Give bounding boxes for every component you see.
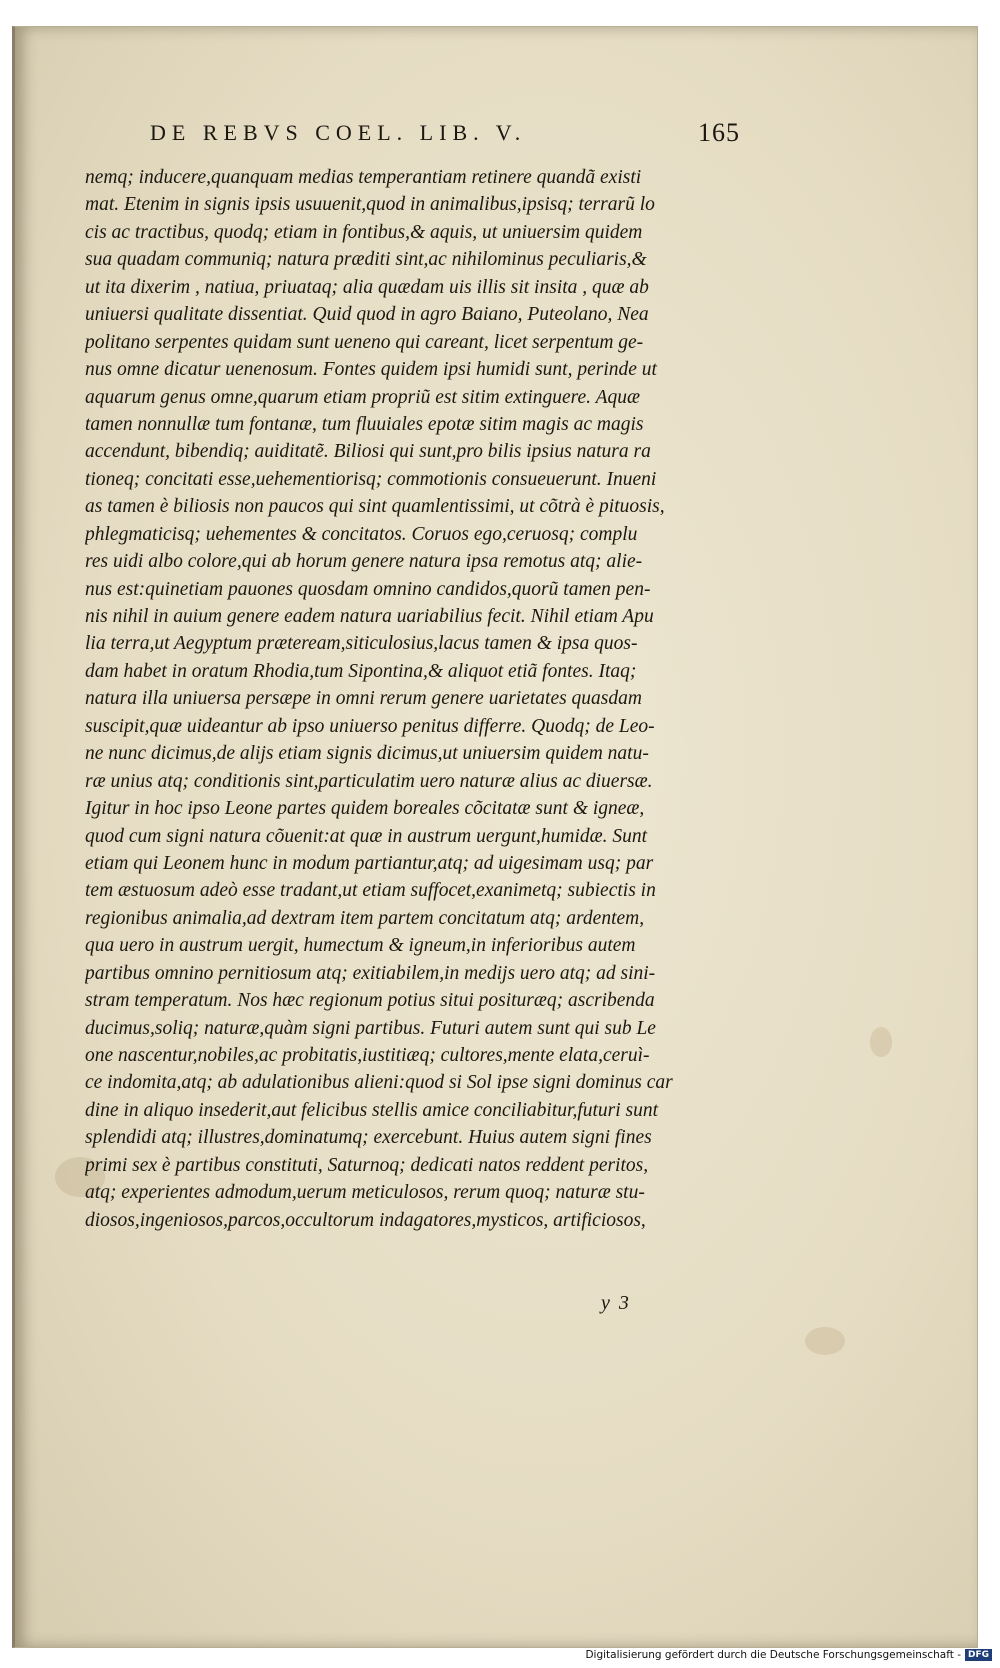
text-line: primi sex è partibus constituti, Saturnoq; dedicati natos reddent peritos,	[85, 1154, 649, 1176]
text-line: phlegmaticisq; uehementes & concitatos. Coruos ego,ceruosq; complu	[85, 523, 638, 545]
text-line: tioneq; concitati esse,uehementiorisq; commotionis consueuerunt. Inueni	[85, 468, 657, 490]
text-line: splendidi atq; illustres,dominatumq; exercebunt. Huius autem signi fines	[85, 1127, 652, 1149]
text-line: lia terra,ut Aegyptum præteream,siticulosius,lacus tamen & ipsa quos-	[85, 633, 638, 655]
paper-stain	[805, 1327, 845, 1355]
text-line: regionibus animalia,ad dextram item partem concitatum atq; ardentem,	[85, 907, 645, 929]
body-text	[85, 164, 745, 1284]
text-line: nemq; inducere,quanquam medias temperantiam retinere quandã existi	[85, 167, 642, 188]
page-number: 165	[698, 118, 740, 147]
running-head: DE REBVS COEL. LIB. V.	[150, 120, 527, 145]
paper-stain	[870, 1027, 892, 1057]
text-line: one nascentur,nobiles,ac probitatis,iustitiæq; cultores,mente elata,ceruì-	[85, 1045, 650, 1066]
text-line: mat. Etenim in signis ipsis usuuenit,quod in animalibus,ipsisq; terrarũ lo	[85, 194, 655, 216]
text-line: res uidi albo colore,qui ab horum genere natura ipsa remotus atq; alie-	[85, 551, 643, 573]
text-line: ræ unius atq; conditionis sint,particulatim uero naturæ alius ac diuersæ.	[85, 770, 653, 792]
text-line: ce indomita,atq; ab adulationibus alieni:quod si Sol ipse signi dominus car	[85, 1072, 673, 1094]
text-line: nus est:quinetiam pauones quosdam omnino candidos,quorũ tamen pen-	[85, 578, 651, 600]
text-line: Igitur in hoc ipso Leone partes quidem boreales cõcitatæ sunt & igneæ,	[85, 798, 645, 820]
text-line: suscipit,quæ uideantur ab ipso uniuerso penitus differre. Quodq; de Leo-	[85, 715, 655, 737]
text-line: dine in aliquo insederit,aut felicibus stellis amice conciliabitur,futuri sunt	[85, 1099, 659, 1121]
text-line: quod cum signi natura cõuenit:at quæ in austrum uergunt,humidæ. Sunt	[85, 825, 648, 847]
page-header	[150, 120, 740, 160]
text-line: etiam qui Leonem hunc in modum partiantur,atq; ad uigesimam usq; par	[85, 852, 654, 874]
text-line: ne nunc dicimus,de alijs etiam signis dicimus,ut uniuersim quidem natu-	[85, 743, 649, 765]
text-line: atq; experientes admodum,uerum meticulosos, rerum quoq; naturæ stu-	[85, 1182, 645, 1204]
text-line: accendunt, bibendiq; auiditatẽ. Biliosi qui sunt,pro bilis ipsius natura ra	[85, 441, 651, 463]
text-line: ut ita dixerim , natiua, priuataq; alia quædam uis illis sit insita , quæ ab	[85, 276, 649, 298]
text-line: stram temperatum. Nos hæc regionum potius situi posituræq; ascribenda	[85, 990, 655, 1012]
text-line: dam habet in oratum Rhodia,tum Sipontina,& aliquot etiã fontes. Itaq;	[85, 660, 637, 682]
text-line: politano serpentes quidam sunt ueneno qui careant, licet serpentum ge-	[85, 331, 644, 353]
dfg-logo: DFG	[965, 1649, 992, 1661]
digitization-credit	[585, 1648, 992, 1662]
text-line: nus omne dicatur uenenosum. Fontes quidem ipsi humidi sunt, perinde ut	[85, 359, 657, 381]
text-line: tamen nonnullæ tum fontanæ, tum fluuiales epotæ sitim magis ac magis	[85, 413, 644, 435]
text-line: qua uero in austrum uergit, humectum & igneum,in inferioribus autem	[85, 935, 636, 957]
signature-mark: y 3	[601, 1292, 631, 1314]
text-line: diosos,ingeniosos,parcos,occultorum indagatores,mysticos, artificiosos,	[85, 1209, 646, 1231]
text-line: natura illa uniuersa persæpe in omni rerum genere uarietates quasdam	[85, 688, 642, 710]
text-line: nis nihil in auium genere eadem natura uariabilius fecit. Nihil etiam Apu	[85, 606, 654, 627]
text-line: tem æstuosum adeò esse tradant,ut etiam suffocet,exanimetq; subiectis in	[85, 880, 656, 902]
text-line: cis ac tractibus, quodq; etiam in fontibus,& aquis, ut uniuersim quidem	[85, 221, 643, 243]
text-line: sua quadam communiq; natura præditi sint,ac nihilominus peculiaris,&	[85, 249, 647, 271]
text-line: aquarum genus omne,quarum etiam propriũ est sitim extinguere. Aquæ	[85, 386, 640, 408]
text-line: partibus omnino pernitiosum atq; exitiabilem,in medijs uero atq; ad sini-	[85, 962, 656, 984]
credit-text: Digitalisierung gefördert durch die Deutsche Forschungsgemeinschaft -	[585, 1649, 961, 1661]
text-line: as tamen è biliosis non paucos qui sint quamlentissimi, ut cõtrà è pituosis,	[85, 496, 665, 518]
text-line: ducimus,soliq; naturæ,quàm signi partibus. Futuri autem sunt qui sub Le	[85, 1017, 656, 1039]
text-line: uniuersi qualitate dissentiat. Quid quod in agro Baiano, Puteolano, Nea	[85, 304, 649, 326]
